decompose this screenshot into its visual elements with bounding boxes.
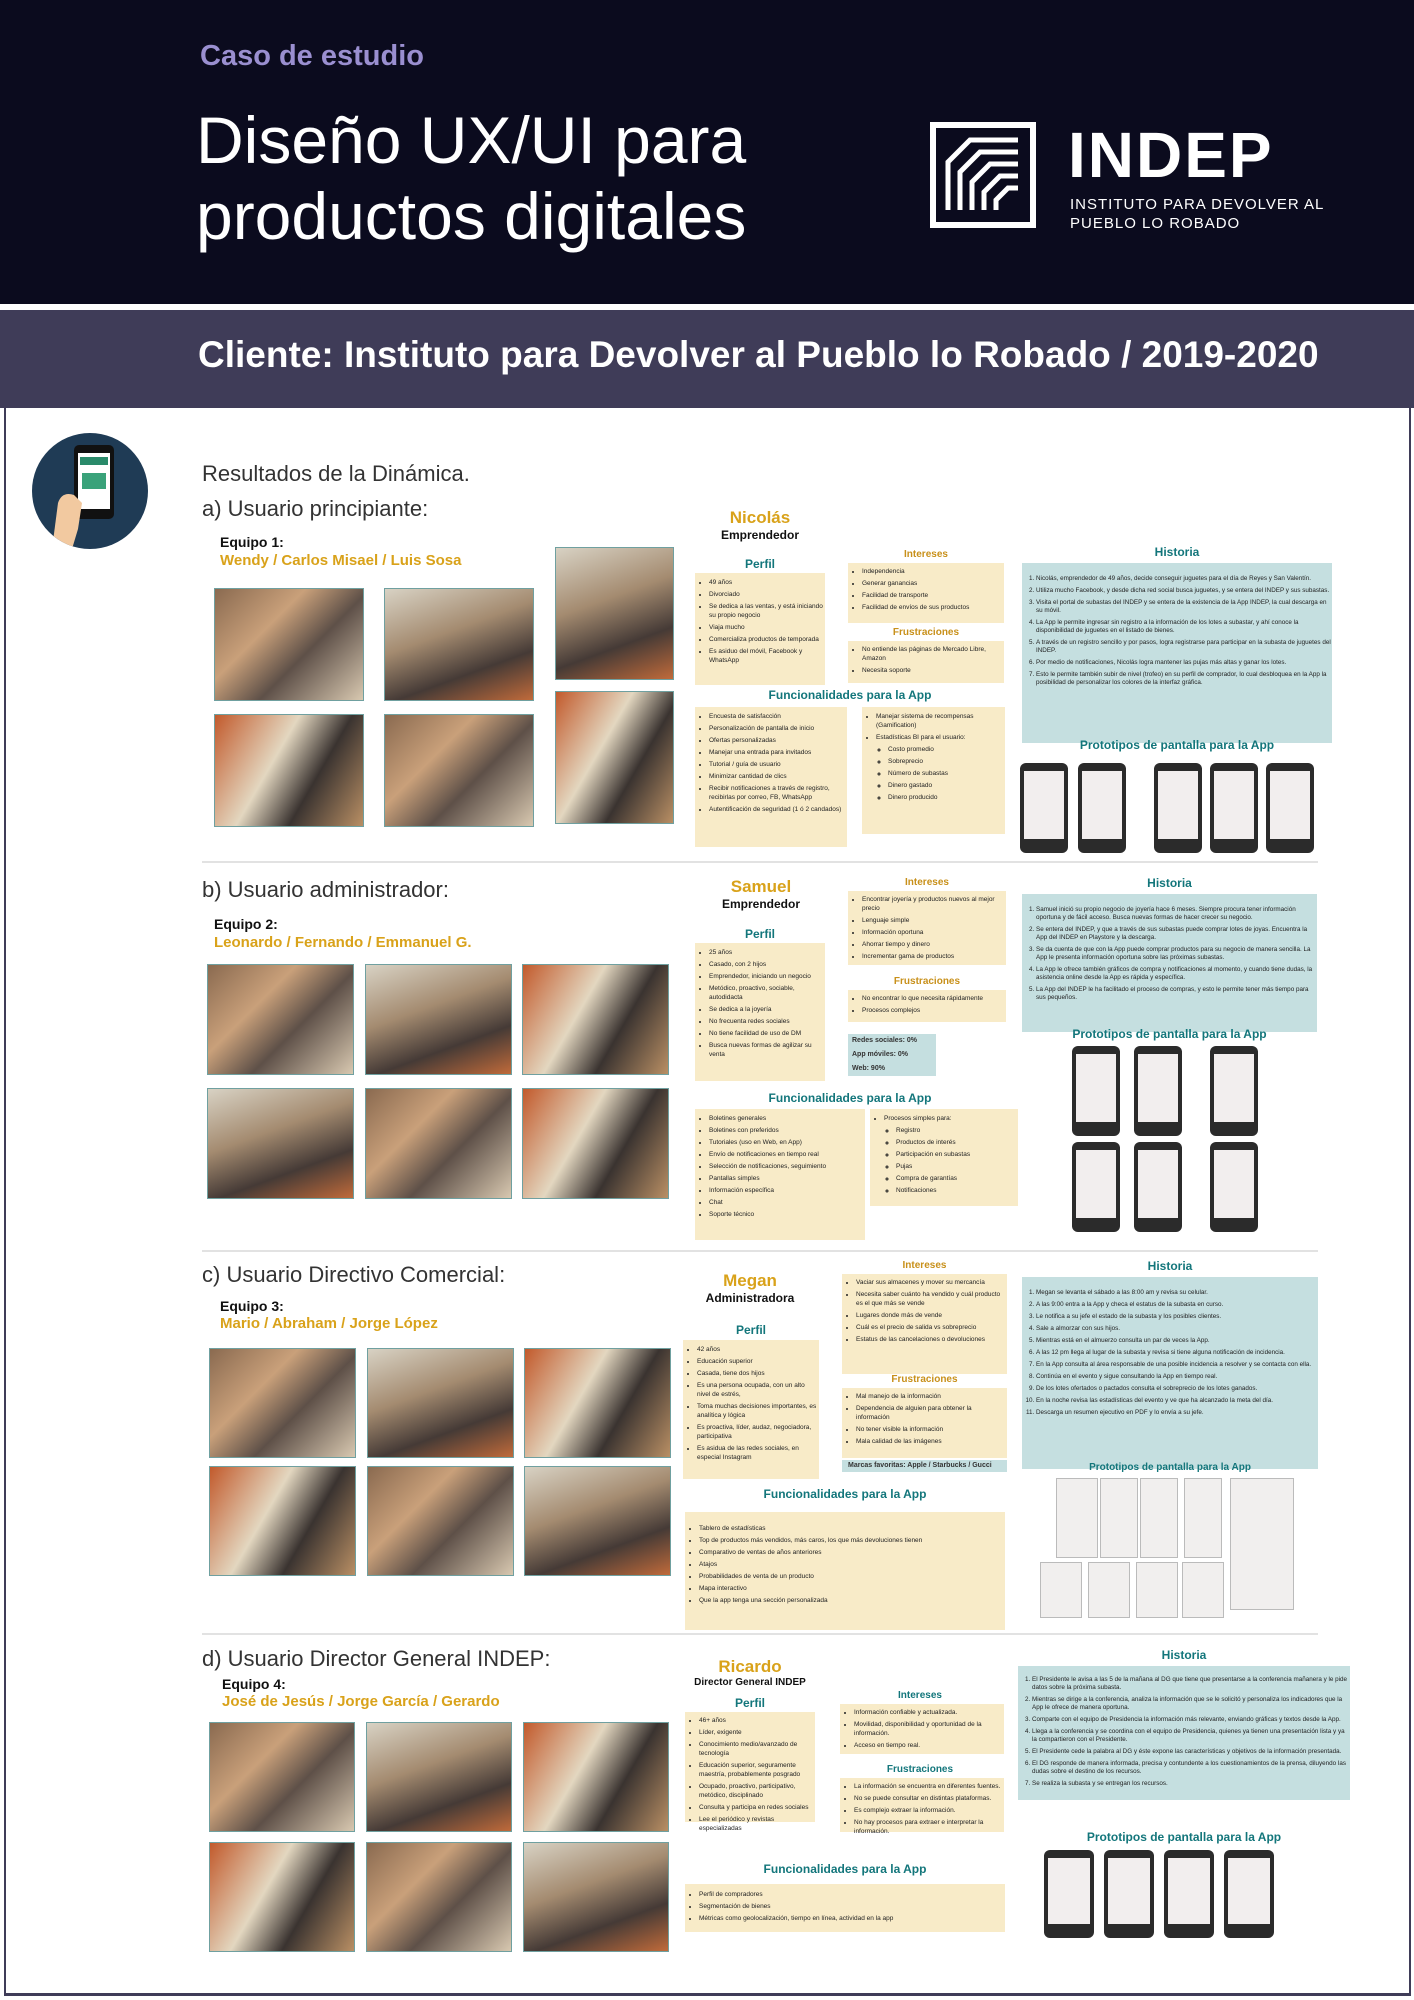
list-item: 6. A las 12 pm llega al lugar de la subasta y revisa si tiene alguna notificación de incidencia. xyxy=(1036,1349,1318,1357)
phone-hand-illustration-icon xyxy=(32,433,148,549)
list-item: ◦ Pujas xyxy=(896,1162,1018,1171)
historia-heading: Historia xyxy=(1147,876,1192,890)
list-item: • Mapa interactivo xyxy=(699,1584,1005,1593)
persona-name-samuel: Samuel xyxy=(730,877,792,896)
team-1-members: Wendy / Carlos Misael / Luis Sosa xyxy=(220,552,462,569)
team-2-members: Leonardo / Fernando / Emmanuel G. xyxy=(214,934,472,951)
perfil-box-c xyxy=(683,1340,819,1479)
list-item: • Conocimiento medio/avanzado de tecnología xyxy=(699,1740,815,1758)
list-item: 8. Continúa en el evento y sigue consultando la App en tiempo real. xyxy=(1036,1373,1318,1381)
list-item: ◦ Participación en subastas xyxy=(896,1150,1018,1159)
list-item: • No tener visible la información xyxy=(856,1425,1007,1434)
list-item: • Perfil de compradores xyxy=(699,1890,1005,1899)
list-item: • 46+ años xyxy=(699,1716,815,1725)
funcionalidades-box-c xyxy=(685,1512,1005,1630)
list-item: • Comercializa productos de temporada xyxy=(709,635,825,644)
list-item: • Generar ganancias xyxy=(862,579,1004,588)
list-item: • Es una persona ocupada, con un alto nivel de estrés, xyxy=(697,1381,819,1399)
list-item: • No hay procesos para extraer e interpretar la información. xyxy=(854,1818,1004,1836)
team-4-photo-5 xyxy=(366,1842,512,1952)
list-item: 3. Le notifica a su jefe el estado de la subasta y los posibles clientes. xyxy=(1036,1313,1318,1321)
list-item: • Independencia xyxy=(862,567,1004,576)
list-item: • Autentificación de seguridad (1 ó 2 candados) xyxy=(709,805,847,814)
prototype-sketch xyxy=(1230,1478,1294,1610)
list-item: 1. Samuel inició su propio negocio de joyería hace 6 meses. Siempre procura tener información oportuna y de fácil acceso. Busca nuevas formas de hacer crecer su negocio. xyxy=(1036,906,1317,922)
funcionalidades-heading: Funcionalidades para la App xyxy=(763,1487,927,1501)
list-item: • No frecuenta redes sociales xyxy=(709,1017,825,1026)
funcionalidades-box-a1 xyxy=(695,707,847,847)
list-item: 4. Sale a almorzar con sus hijos. xyxy=(1036,1325,1318,1333)
persona-role-nicolas: Emprendedor xyxy=(720,528,799,542)
list-item: ◦ Número de subastas xyxy=(888,769,1005,778)
list-item: • Mala calidad de las imágenes xyxy=(856,1437,1007,1446)
list-item: • Necesita saber cuánto ha vendido y cuál producto es el que más se vende xyxy=(856,1290,1007,1308)
usage-stats-box: Redes sociales: 0% App móviles: 0% Web: 90% xyxy=(848,1034,936,1076)
intereses-heading: Intereses xyxy=(902,1260,947,1271)
prototype-phone xyxy=(1164,1850,1214,1938)
list-item: • Dependencia de alguien para obtener la información xyxy=(856,1404,1007,1422)
prototype-phone xyxy=(1072,1046,1120,1136)
list-item: • Personalización de pantalla de inicio xyxy=(709,724,847,733)
team-3-photo-1 xyxy=(209,1348,356,1458)
historia-box-b xyxy=(1022,894,1317,1032)
historia-heading: Historia xyxy=(1147,1259,1193,1273)
list-item: ◦ Dinero producido xyxy=(888,793,1005,802)
frustraciones-heading: Frustraciones xyxy=(892,627,960,638)
persona-name-ricardo: Ricardo xyxy=(718,1657,782,1676)
list-item: • No entiende las páginas de Mercado Libre, Amazon xyxy=(862,645,1004,663)
list-item: 6. Por medio de notificaciones, Nicolás logra mantener las pujas más altas y ganar los lotes. xyxy=(1036,659,1332,667)
list-item: • La información se encuentra en diferentes fuentes. xyxy=(854,1782,1004,1791)
frustraciones-heading: Frustraciones xyxy=(886,1764,954,1775)
list-item: • Minimizar cantidad de clics xyxy=(709,772,847,781)
team-2-photo-2 xyxy=(365,964,512,1075)
list-item: • Es asiduo del móvil, Facebook y WhatsApp xyxy=(709,647,825,665)
team-1-photo-6 xyxy=(555,691,674,824)
section-c-title: c) Usuario Directivo Comercial: xyxy=(202,1262,506,1287)
list-item: • Atajos xyxy=(699,1560,1005,1569)
perfil-heading: Perfil xyxy=(744,927,775,941)
perfil-heading: Perfil xyxy=(735,1323,766,1337)
list-item: • Se dedica a las ventas, y está iniciando su propio negocio xyxy=(709,602,825,620)
list-item: • Lenguaje simple xyxy=(862,916,1006,925)
prototipos-heading: Prototipos de pantalla para la App xyxy=(1072,1027,1267,1041)
list-item: • Chat xyxy=(709,1198,865,1207)
list-item: • Soporte técnico xyxy=(709,1210,865,1219)
client-title: Cliente: Instituto para Devolver al Pueblo lo Robado / 2019-2020 xyxy=(198,334,1319,375)
team-2-photo-3 xyxy=(522,964,669,1075)
frustraciones-box-b xyxy=(848,990,1006,1022)
list-item: • Tutorial / guía de usuario xyxy=(709,760,847,769)
list-item: • Ocupado, proactivo, participativo, metódico, disciplinado xyxy=(699,1782,815,1800)
persona-name-megan: Megan xyxy=(723,1271,777,1290)
team-3-label: Equipo 3: xyxy=(220,1298,284,1314)
list-item: • Boletines con preferidos xyxy=(709,1126,865,1135)
list-item: • Encontrar joyería y productos nuevos al mejor precio xyxy=(862,895,1006,913)
funcionalidades-box-b1 xyxy=(695,1109,865,1240)
list-item: • Facilidad de envíos de sus productos xyxy=(862,603,1004,612)
team-2-photo-5 xyxy=(365,1088,512,1199)
historia-box-a xyxy=(1022,563,1332,743)
list-item: • Estatus de las cancelaciones o devoluciones xyxy=(856,1335,1007,1344)
persona-name-nicolas: Nicolás xyxy=(729,508,791,527)
list-item: • Necesita soporte xyxy=(862,666,1004,675)
list-item: 7. En la App consulta al área responsable de una posible incidencia a resolver y se contacta con ella. xyxy=(1036,1361,1318,1369)
team-4-photo-4 xyxy=(209,1842,355,1952)
list-item: 6. El DG responde de manera informada, precisa y contundente a los cuestionamientos de la prensa, diluyendo las dudas sobre el destino de los recursos. xyxy=(1032,1760,1350,1776)
list-item: 3. Visita el portal de subastas del INDEP y se entera de la existencia de la App INDEP, la cual descarga en su móvil. xyxy=(1036,599,1332,615)
list-item: • Acceso en tiempo real. xyxy=(854,1741,1004,1750)
list-item: • Probabilidades de venta de un producto xyxy=(699,1572,1005,1581)
list-item: • Cuál es el precio de salida vs sobreprecio xyxy=(856,1323,1007,1332)
list-item: • Se dedica a la joyería xyxy=(709,1005,825,1014)
list-item: • Es complejo extraer la información. xyxy=(854,1806,1004,1815)
list-item: • Lugares donde más de vende xyxy=(856,1311,1007,1320)
results-title: Resultados de la Dinámica. xyxy=(202,461,470,486)
list-item: • Tablero de estadísticas xyxy=(699,1524,1005,1533)
team-4-photo-1 xyxy=(209,1722,355,1832)
list-item: 5. La App del INDEP le ha facilitado el proceso de compras, y esto le permite tener más tiempo para sus pequeños. xyxy=(1036,986,1317,1002)
team-1-photo-3 xyxy=(214,714,364,827)
intereses-box-c xyxy=(842,1274,1007,1374)
prototype-sketch xyxy=(1056,1478,1098,1558)
list-item: 9. De los lotes ofertados o pactados consulta el sobreprecio de los lotes ganados. xyxy=(1036,1385,1318,1393)
perfil-box-b xyxy=(695,943,825,1081)
perfil-heading: Perfil xyxy=(734,1696,765,1710)
prototype-phone xyxy=(1210,1142,1258,1232)
list-item: • Manejar sistema de recompensas (Gamification) xyxy=(876,712,1005,730)
prototipos-heading: Prototipos de pantalla para la App xyxy=(1089,1462,1251,1473)
list-item: 4. Llega a la conferencia y se coordina con el equipo de Presidencia, quienes ya tienen una presentación lista y ya la compartieron con el Presidente. xyxy=(1032,1728,1350,1744)
list-item: • Casada, tiene dos hijos xyxy=(697,1369,819,1378)
list-item: • Es asidua de las redes sociales, en especial Instagram xyxy=(697,1444,819,1462)
list-item: 10. En la noche revisa las estadísticas del evento y ve que ha alcanzado la meta del día. xyxy=(1036,1397,1318,1405)
list-item: 2. A las 9:00 entra a la App y checa el estatus de la subasta en curso. xyxy=(1036,1301,1318,1309)
team-4-members: José de Jesús / Jorge García / Gerardo xyxy=(222,1693,500,1710)
prototype-phone xyxy=(1104,1850,1154,1938)
prototype-phone xyxy=(1224,1850,1274,1938)
list-item: • Tutoriales (uso en Web, en App) xyxy=(709,1138,865,1147)
section-divider xyxy=(202,1633,1318,1635)
historia-box-d xyxy=(1018,1666,1350,1800)
perfil-box-a xyxy=(695,573,825,685)
funcionalidades-heading: Funcionalidades para la App xyxy=(763,1862,927,1876)
team-3-photo-6 xyxy=(524,1466,671,1576)
list-item: • Estadísticas BI para el usuario: ◦ Costo promedio ◦ Sobreprecio ◦ Número de subastas ◦ Dinero gastado ◦ Dinero producido xyxy=(876,733,1005,802)
list-item: ◦ Registro xyxy=(896,1126,1018,1135)
persona-role-ricardo: Director General INDEP xyxy=(694,1677,806,1688)
list-item: • Consulta y participa en redes sociales xyxy=(699,1803,815,1812)
frustraciones-heading: Frustraciones xyxy=(891,1374,958,1385)
case-study-kicker: Caso de estudio xyxy=(200,40,424,72)
historia-heading: Historia xyxy=(1154,545,1200,559)
list-item: 3. Comparte con el equipo de Presidencia la información más relevante, enviando gráficas y textos desde la App. xyxy=(1032,1716,1350,1724)
list-item: 3. Se da cuenta de que con la App puede comprar productos para su negocio de manera sencilla. La App le presenta información oportuna sobre las próximas subastas. xyxy=(1036,946,1317,962)
list-item: • Recibir notificaciones a través de registro, recibirlas por correo, FB, WhatsApp xyxy=(709,784,847,802)
intereses-heading: Intereses xyxy=(898,1690,942,1701)
intereses-box-b xyxy=(848,891,1006,965)
prototype-phone xyxy=(1154,763,1202,853)
section-d-title: d) Usuario Director General INDEP: xyxy=(202,1646,551,1671)
team-4-photo-3 xyxy=(523,1722,669,1832)
funcionalidades-heading: Funcionalidades para la App xyxy=(768,1091,932,1105)
list-item: • Movilidad, disponibilidad y oportunidad de la información. xyxy=(854,1720,1004,1738)
prototype-phone xyxy=(1134,1046,1182,1136)
team-4-label: Equipo 4: xyxy=(222,1676,286,1692)
list-item: • Comparativo de ventas de años anteriores xyxy=(699,1548,1005,1557)
team-1-photo-5 xyxy=(555,547,674,680)
list-item: • Emprendedor, iniciando un negocio xyxy=(709,972,825,981)
historia-heading: Historia xyxy=(1161,1648,1207,1662)
list-item: • Ofertas personalizadas xyxy=(709,736,847,745)
list-item: • Educación superior xyxy=(697,1357,819,1366)
list-item: 5. El Presidente cede la palabra al DG y éste expone las características y objetivos de la información presentada. xyxy=(1032,1748,1350,1756)
frustraciones-box-d xyxy=(840,1778,1004,1835)
list-item: 2. Mientras se dirige a la conferencia, analiza la información que se le solicitó y personaliza los indicadores que la App le ofrece de manera oportuna. xyxy=(1032,1696,1350,1712)
team-2-photo-4 xyxy=(207,1088,354,1199)
funcionalidades-box-b2 xyxy=(870,1109,1018,1206)
list-item: • Toma muchas decisiones importantes, es analítica y lógica xyxy=(697,1402,819,1420)
team-4-photo-6 xyxy=(523,1842,669,1952)
persona-role-megan: Administradora xyxy=(705,1291,795,1305)
prototype-sketch xyxy=(1100,1478,1138,1558)
prototype-sketch xyxy=(1136,1562,1178,1618)
list-item: 1. Megan se levanta el sábado a las 8:00 am y revisa su celular. xyxy=(1036,1289,1318,1297)
prototype-sketch xyxy=(1184,1478,1222,1558)
page-title: Diseño UX/UI para productos digitales xyxy=(196,103,747,253)
list-item: • Información confiable y actualizada. xyxy=(854,1708,1004,1717)
prototipos-heading: Prototipos de pantalla para la App xyxy=(1079,738,1275,752)
team-1-photo-4 xyxy=(384,714,534,827)
list-item: ◦ Sobreprecio xyxy=(888,757,1005,766)
prototipos-heading: Prototipos de pantalla para la App xyxy=(1086,1830,1282,1844)
prototype-phone xyxy=(1134,1142,1182,1232)
section-a-title: a) Usuario principiante: xyxy=(202,496,429,521)
list-item: • Es proactiva, líder, audaz, negociadora, participativa xyxy=(697,1423,819,1441)
funcionalidades-heading: Funcionalidades para la App xyxy=(768,688,932,702)
list-item: ◦ Dinero gastado xyxy=(888,781,1005,790)
prototype-phone xyxy=(1072,1142,1120,1232)
prototype-phone xyxy=(1266,763,1314,853)
list-item: 1. Nicolás, emprendedor de 49 años, decide conseguir juguetes para el día de Reyes y San Valentín. xyxy=(1036,575,1332,583)
frustraciones-box-c xyxy=(842,1388,1007,1458)
frustraciones-heading: Frustraciones xyxy=(893,976,961,987)
list-item: • Procesos complejos xyxy=(862,1006,1006,1015)
list-item: • Envío de notificaciones en tiempo real xyxy=(709,1150,865,1159)
list-item: • Facilidad de transporte xyxy=(862,591,1004,600)
list-item: • 49 años xyxy=(709,578,825,587)
list-item: • Lee el periódico y revistas especializadas xyxy=(699,1815,815,1833)
intereses-box-a xyxy=(848,563,1004,623)
perfil-box-d xyxy=(685,1712,815,1832)
list-item: ◦ Compra de garantías xyxy=(896,1174,1018,1183)
list-item: • Ahorrar tiempo y dinero xyxy=(862,940,1006,949)
list-item: • 25 años xyxy=(709,948,825,957)
brand-subtitle: INSTITUTO PARA DEVOLVER AL PUEBLO LO ROBADO xyxy=(1070,196,1324,232)
prototype-phone xyxy=(1210,763,1258,853)
list-item: • Educación superior, seguramente maestría, probablemente posgrado xyxy=(699,1761,815,1779)
prototype-sketch xyxy=(1088,1562,1130,1618)
list-item: • Divorciado xyxy=(709,590,825,599)
list-item: 4. La App le permite ingresar sin registro a la información de los lotes a subastar, y ahí conoce la disponibilidad de juguetes en el listado de bienes. xyxy=(1036,619,1332,635)
team-3-photo-5 xyxy=(367,1466,514,1576)
frustraciones-box-a xyxy=(848,641,1004,683)
list-item: • Top de productos más vendidos, más caros, los que más devoluciones tienen xyxy=(699,1536,1005,1545)
list-item: • Procesos simples para: ◦ Registro ◦ Productos de interés ◦ Participación en subastas ◦ Pujas ◦ Compra de garantías ◦ Notificaciones xyxy=(884,1114,1018,1195)
funcionalidades-box-d xyxy=(685,1884,1005,1932)
list-item: • No tiene facilidad de uso de DM xyxy=(709,1029,825,1038)
list-item: 1. El Presidente le avisa a las 5 de la mañana al DG que tiene que presentarse a la conferencia mañanera y le pide datos sobre la próxima subasta. xyxy=(1032,1676,1350,1692)
indep-logo-icon xyxy=(930,122,1036,228)
team-2-photo-6 xyxy=(522,1088,669,1199)
list-item: • Busca nuevas formas de agilizar su venta xyxy=(709,1041,825,1059)
list-item: • Vaciar sus almacenes y mover su mercancía xyxy=(856,1278,1007,1287)
list-item: • Pantallas simples xyxy=(709,1174,865,1183)
list-item: • 42 años xyxy=(697,1345,819,1354)
list-item: 4. La App le ofrece también gráficos de compra y notificaciones al momento, y cuando tiene dudas, la asistencia online desde la App es rápida y específica. xyxy=(1036,966,1317,982)
prototype-phone xyxy=(1044,1850,1094,1938)
list-item: 2. Utiliza mucho Facebook, y desde dicha red social busca juguetes, y se entera del INDEP y sus subastas. xyxy=(1036,587,1332,595)
favorite-brands: Marcas favoritas: Apple / Starbucks / Gucci xyxy=(842,1460,1007,1472)
team-2-label: Equipo 2: xyxy=(214,916,278,932)
list-item: • Incrementar gama de productos xyxy=(862,952,1006,961)
prototype-sketch xyxy=(1140,1478,1178,1558)
list-item: • Manejar una entrada para invitados xyxy=(709,748,847,757)
list-item: • Viaja mucho xyxy=(709,623,825,632)
list-item: • Segmentación de bienes xyxy=(699,1902,1005,1911)
section-b-title: b) Usuario administrador: xyxy=(202,877,449,902)
list-item: • Que la app tenga una sección personalizada xyxy=(699,1596,1005,1605)
list-item: 5. Mientras está en el almuerzo consulta un par de veces la App. xyxy=(1036,1337,1318,1345)
intereses-box-d xyxy=(840,1704,1004,1754)
list-item: ◦ Notificaciones xyxy=(896,1186,1018,1195)
team-1-label: Equipo 1: xyxy=(220,534,284,550)
list-item: • Información oportuna xyxy=(862,928,1006,937)
list-item: • Métricas como geolocalización, tiempo en línea, actividad en la app xyxy=(699,1914,1005,1923)
list-item: 7. Se realiza la subasta y se entregan los recursos. xyxy=(1032,1780,1350,1788)
historia-box-c xyxy=(1022,1277,1318,1469)
brand-name: INDEP xyxy=(1068,119,1274,191)
prototype-sketch xyxy=(1182,1562,1224,1618)
list-item: • Encuesta de satisfacción xyxy=(709,712,847,721)
section-divider xyxy=(202,861,1318,863)
list-item: • Información específica xyxy=(709,1186,865,1195)
team-3-photo-3 xyxy=(524,1348,671,1458)
list-item: • No se puede consultar en distintas plataformas. xyxy=(854,1794,1004,1803)
team-4-photo-2 xyxy=(366,1722,512,1832)
list-item: • Líder, exigente xyxy=(699,1728,815,1737)
prototype-phone xyxy=(1020,763,1068,853)
list-item: ◦ Costo promedio xyxy=(888,745,1005,754)
prototype-phone xyxy=(1078,763,1126,853)
perfil-heading: Perfil xyxy=(744,557,775,571)
prototype-phone xyxy=(1210,1046,1258,1136)
section-divider xyxy=(202,1250,1318,1252)
team-1-photo-2 xyxy=(384,588,534,701)
team-3-photo-4 xyxy=(209,1466,356,1576)
list-item: ◦ Productos de interés xyxy=(896,1138,1018,1147)
list-item: 7. Esto le permite también subir de nivel (trofeo) en su perfil de comprador, lo cual desbloquea en la App la posibilidad de personalizar los colores de la interfaz gráfica. xyxy=(1036,671,1332,687)
list-item: • Metódico, proactivo, sociable, autodidacta xyxy=(709,984,825,1002)
team-2-photo-1 xyxy=(207,964,354,1075)
team-3-photo-2 xyxy=(367,1348,514,1458)
intereses-heading: Intereses xyxy=(905,877,949,888)
persona-role-samuel: Emprendedor xyxy=(721,897,800,911)
list-item: • Selección de notificaciones, seguimiento xyxy=(709,1162,865,1171)
prototype-sketch xyxy=(1040,1562,1082,1618)
funcionalidades-box-a2 xyxy=(862,707,1005,834)
list-item: • Casado, con 2 hijos xyxy=(709,960,825,969)
list-item: • Boletines generales xyxy=(709,1114,865,1123)
list-item: 11. Descarga un resumen ejecutivo en PDF y lo envía a su jefe. xyxy=(1036,1409,1318,1417)
intereses-heading: Intereses xyxy=(904,549,948,560)
team-3-members: Mario / Abraham / Jorge López xyxy=(220,1315,438,1332)
list-item: 2. Se entera del INDEP, y que a través de sus subastas puede comprar lotes de joyas. Encuentra la App del INDEP en Playstore y la descarga. xyxy=(1036,926,1317,942)
list-item: • No encontrar lo que necesita rápidamente xyxy=(862,994,1006,1003)
list-item: • Mal manejo de la información xyxy=(856,1392,1007,1401)
list-item: 5. A través de un registro sencillo y por pasos, logra registrarse para participar en la subasta de juguetes del INDEP. xyxy=(1036,639,1332,655)
team-1-photo-1 xyxy=(214,588,364,701)
